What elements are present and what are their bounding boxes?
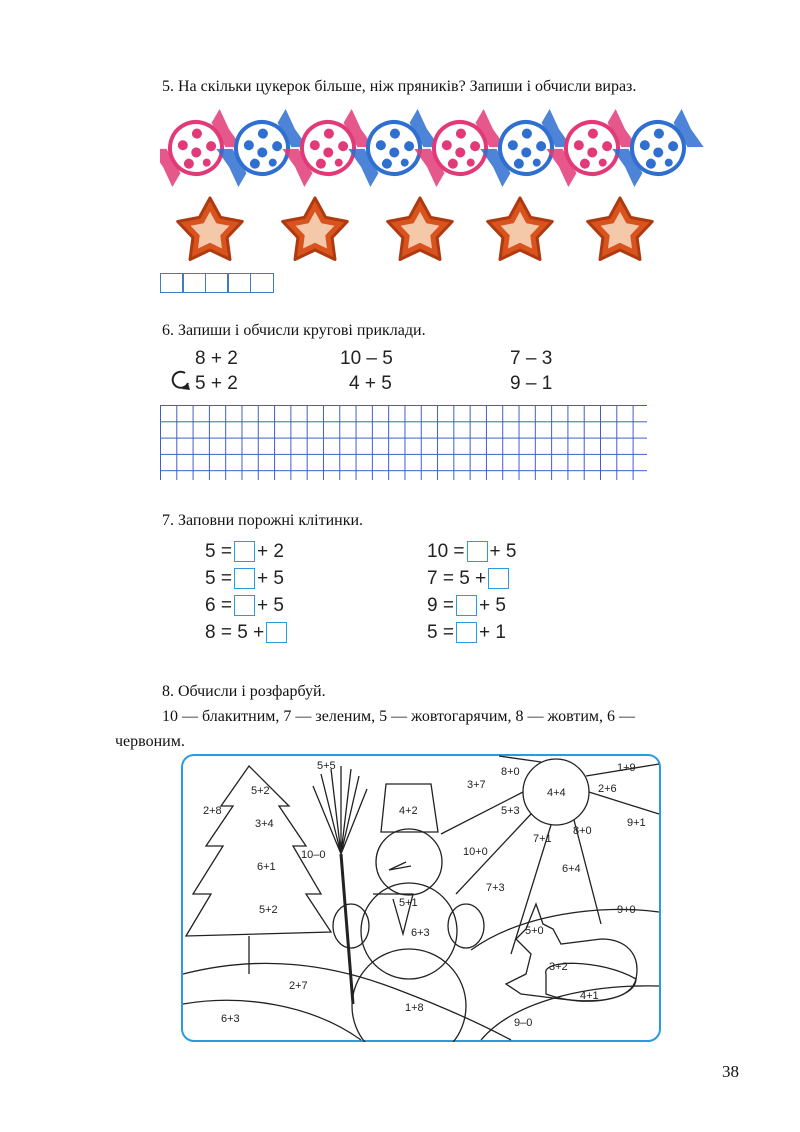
example-2-top: 10 – 5 xyxy=(340,348,393,369)
label-7-1: 7+1 xyxy=(533,833,552,845)
label-6-1: 6+1 xyxy=(257,861,276,873)
label-2-8: 2+8 xyxy=(203,805,222,817)
equation-rhs: + 1 xyxy=(478,621,506,643)
label-3-2: 3+2 xyxy=(549,961,568,973)
task6-writing-grid[interactable] xyxy=(160,405,647,480)
label-6-3: 6+3 xyxy=(411,927,430,939)
equation-rhs: + 5 xyxy=(489,540,517,562)
task8-instructions-line1: 10 — блакитним, 7 — зеленим, 5 — жовтогарячим, 8 — жовтим, 6 — xyxy=(162,708,636,725)
candy-icon xyxy=(478,105,573,190)
gingerbread-cookie-icon xyxy=(178,198,243,260)
label-9-1: 9+1 xyxy=(627,817,646,829)
gingerbread-cookie-icon xyxy=(283,198,348,260)
label-2-7: 2+7 xyxy=(289,980,308,992)
label-5-5: 5+5 xyxy=(317,760,336,772)
label-5-3: 5+3 xyxy=(501,805,520,817)
empty-box[interactable] xyxy=(488,568,509,589)
candy-icon xyxy=(160,105,244,190)
label-5-2b: 5+2 xyxy=(259,904,278,916)
equation-lhs: 6 = xyxy=(205,594,232,616)
equation-lhs: 8 = 5 + xyxy=(205,621,265,643)
task8-instructions-line2: червоним. xyxy=(115,733,185,750)
equation-lhs: 7 = 5 + xyxy=(427,567,487,589)
label-8-0b: 8+0 xyxy=(573,825,592,837)
label-6-3b: 6+3 xyxy=(221,1013,240,1025)
task7-right-column xyxy=(427,538,516,646)
task6-title: 6. Запиши і обчисли кругові приклади. xyxy=(162,322,426,339)
page-number: 38 xyxy=(722,1062,739,1081)
equation-lhs: 5 = xyxy=(205,567,232,589)
empty-box[interactable] xyxy=(467,541,488,562)
label-2-6: 2+6 xyxy=(598,783,617,795)
candy-icon xyxy=(346,105,441,190)
label-10-0: 10–0 xyxy=(301,849,326,861)
candy-icon xyxy=(214,105,309,190)
label-9-0b: 9–0 xyxy=(514,1017,533,1029)
candy-icon xyxy=(544,105,639,190)
coloring-picture[interactable] xyxy=(181,754,661,1042)
equation-rhs: + 5 xyxy=(256,594,284,616)
label-5-2: 5+2 xyxy=(251,785,270,797)
equation-lhs: 9 = xyxy=(427,594,454,616)
candy-icon xyxy=(280,105,375,190)
empty-box[interactable] xyxy=(456,595,477,616)
example-2-bottom: 4 + 5 xyxy=(349,373,392,394)
label-3-4: 3+4 xyxy=(255,818,274,830)
example-1-top: 8 + 2 xyxy=(195,348,238,369)
label-4-2: 4+2 xyxy=(399,805,418,817)
label-3-7: 3+7 xyxy=(467,779,486,791)
label-10-0b: 10+0 xyxy=(463,846,488,858)
empty-box[interactable] xyxy=(234,541,255,562)
task7-title: 7. Заповни порожні клітинки. xyxy=(162,512,364,529)
equation-row xyxy=(427,592,516,619)
task8-title: 8. Обчисли і розфарбуй. xyxy=(162,683,326,700)
label-5-1: 5+1 xyxy=(399,897,418,909)
equation-row xyxy=(205,538,289,565)
circular-arrow-icon xyxy=(170,368,192,394)
equation-row xyxy=(427,619,516,646)
label-7-3: 7+3 xyxy=(486,882,505,894)
task7-left-column xyxy=(205,538,289,646)
label-5-0: 5+0 xyxy=(525,925,544,937)
candy-icon xyxy=(610,105,705,190)
example-1-bottom: 5 + 2 xyxy=(195,373,238,394)
equation-row xyxy=(427,565,516,592)
gingerbread-cookie-icon xyxy=(488,198,553,260)
label-1-8: 1+8 xyxy=(405,1002,424,1014)
equation-rhs: + 5 xyxy=(478,594,506,616)
equation-lhs: 5 = xyxy=(205,540,232,562)
label-1-9: 1+9 xyxy=(617,762,636,774)
empty-box[interactable] xyxy=(234,595,255,616)
task5-answer-cells[interactable] xyxy=(161,273,274,293)
label-4-4: 4+4 xyxy=(547,787,566,799)
empty-box[interactable] xyxy=(456,622,477,643)
candies-and-cookies-illustration xyxy=(160,104,705,274)
equation-rhs: + 2 xyxy=(256,540,284,562)
equation-row xyxy=(205,592,289,619)
equation-lhs: 10 = xyxy=(427,540,465,562)
equation-row xyxy=(205,565,289,592)
equation-rhs: + 5 xyxy=(256,567,284,589)
label-4-1: 4+1 xyxy=(580,990,599,1002)
example-3-top: 7 – 3 xyxy=(510,348,553,369)
gingerbread-cookie-icon xyxy=(588,198,653,260)
example-3-bottom: 9 – 1 xyxy=(510,373,553,394)
equation-row xyxy=(205,619,289,646)
equation-row xyxy=(427,538,516,565)
label-6-4: 6+4 xyxy=(562,863,581,875)
candy-icon xyxy=(412,105,507,190)
task5-title: 5. На скільки цукерок більше, ніж пряників? Запиши і обчисли вираз. xyxy=(162,78,637,95)
label-8-0: 8+0 xyxy=(501,766,520,778)
empty-box[interactable] xyxy=(266,622,287,643)
label-9-0: 9+0 xyxy=(617,904,636,916)
empty-box[interactable] xyxy=(234,568,255,589)
gingerbread-cookie-icon xyxy=(388,198,453,260)
equation-lhs: 5 = xyxy=(427,621,454,643)
